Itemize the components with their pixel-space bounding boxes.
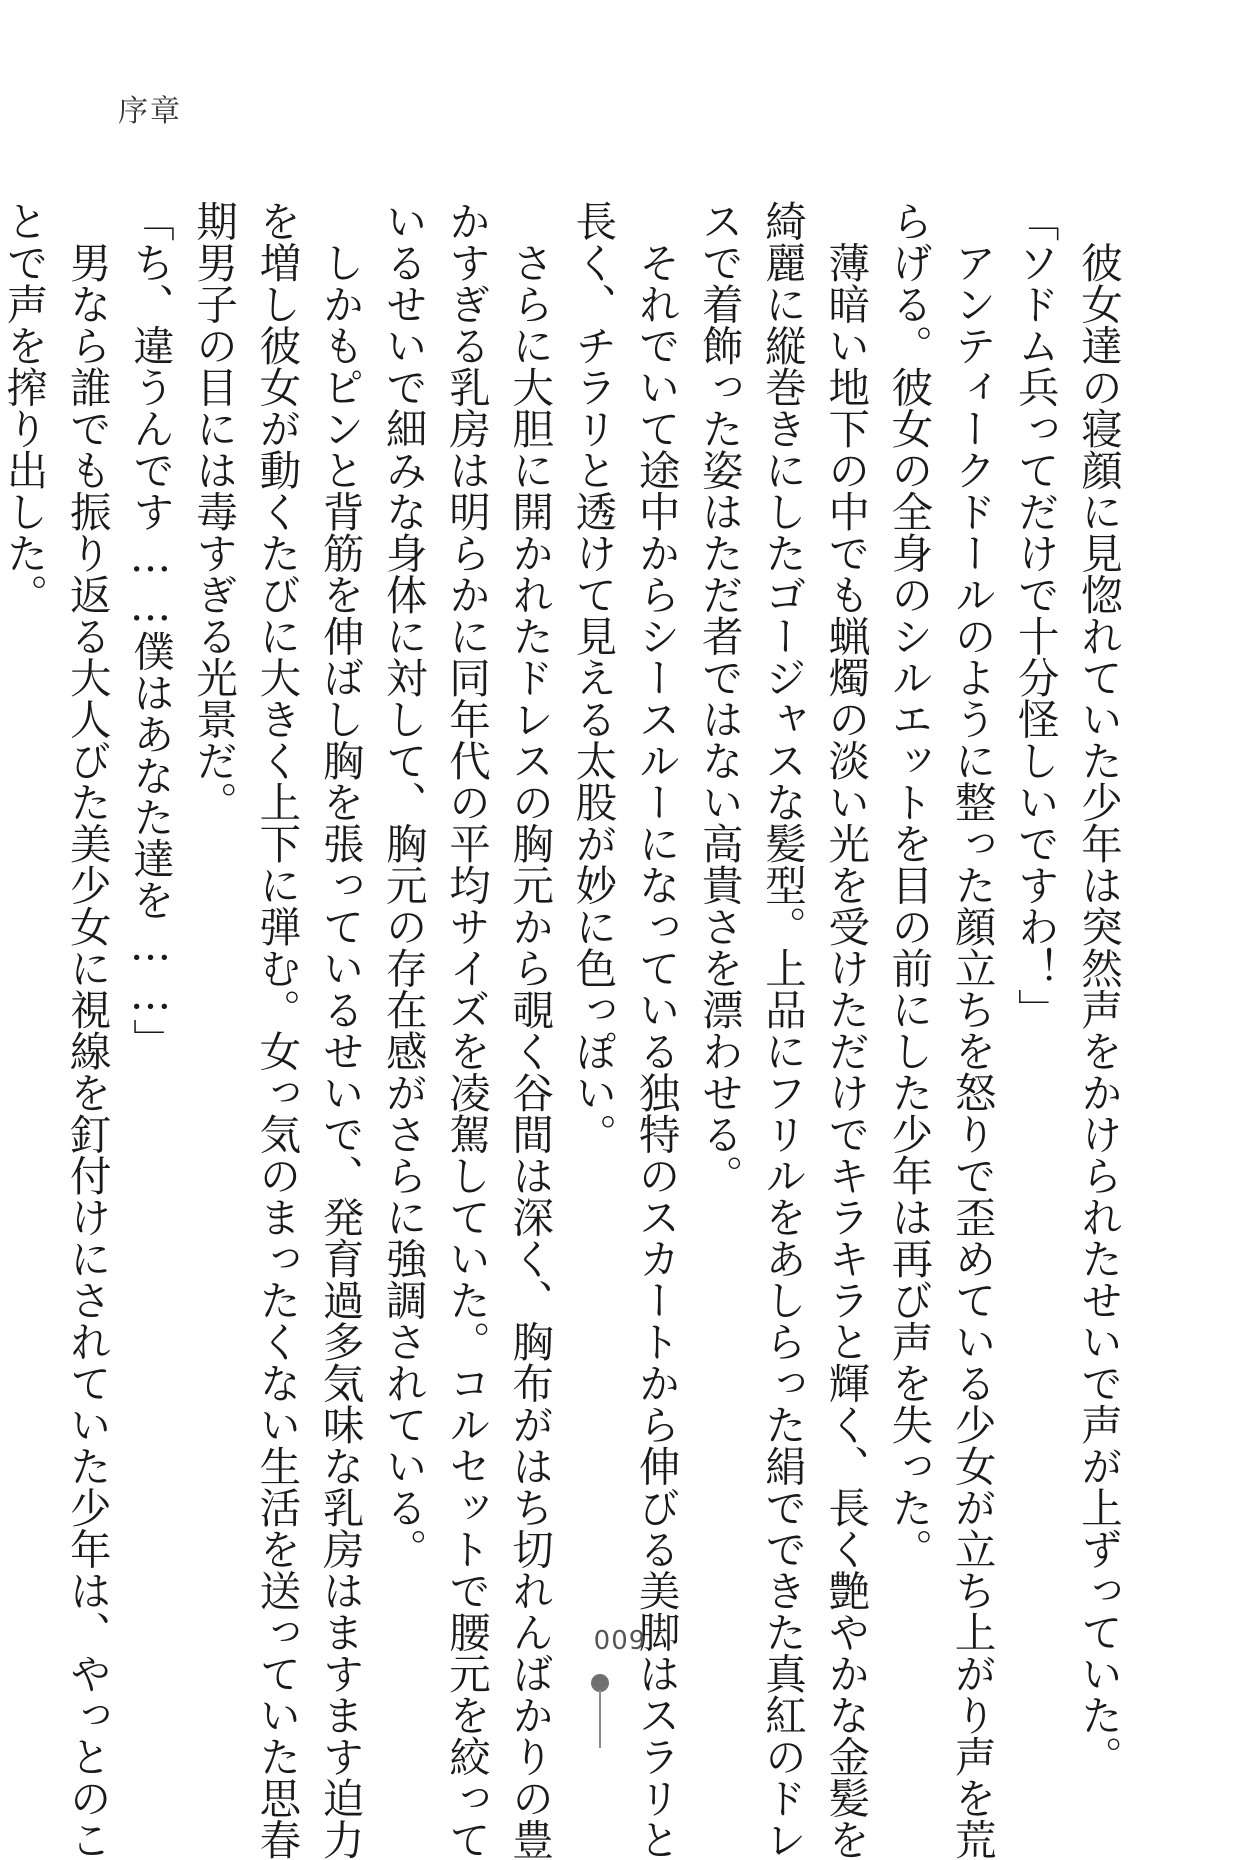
text-line: とで声を搾り出した。 (0, 200, 49, 615)
chapter-title: 序章 (118, 94, 182, 129)
text-line: アンティークドールのように整った顔立ちを怒りで歪めている少女が立ち上がり声を荒 (947, 200, 997, 1860)
text-line: を増し彼女が動くたびに大きく上下に弾む。女っ気のまったくない生活を送っていた思春 (252, 200, 302, 1860)
text-line: それでいて途中からシースルーになっている独特のスカートから伸びる美脚はスラリと (631, 200, 681, 1860)
page-marker-line (599, 1690, 601, 1748)
text-line: かすぎる乳房は明らかに同年代の平均サイズを凌駕していた。コルセットで腰元を絞って (441, 200, 491, 1860)
text-line: らげる。彼女の全身のシルエットを目の前にした少年は再び声を失った。 (884, 200, 934, 1570)
text-line: 期男子の目には毒すぎる光景だ。 (189, 200, 239, 823)
text-line: 長く、チラリと透けて見える太股が妙に色っぽい。 (568, 200, 618, 1155)
text-line: 「ち、違うんです……僕はあなた達を……」 (125, 200, 175, 1060)
text-line: さらに大胆に開かれたドレスの胸元から覗く谷間は深く、胸布がはち切れんばかりの豊 (505, 200, 555, 1860)
text-line: 彼女達の寝顔に見惚れていた少年は突然声をかけられたせいで声が上ずっていた。 (1074, 200, 1123, 1777)
text-line: スで着飾った姿はただ者ではない高貴さを漂わせる。 (694, 200, 744, 1196)
text-line: いるせいで細みな身体に対して、胸元の存在感がさらに強調されている。 (378, 200, 428, 1570)
text-line: 薄暗い地下の中でも蝋燭の淡い光を受けただけでキラキラと輝く、長く艶やかな金髪を (821, 200, 871, 1860)
text-line: 男なら誰でも振り返る大人びた美少女に視線を釘付けにされていた少年は、やっとのこ (62, 200, 112, 1860)
page-number: 009 (593, 1626, 647, 1656)
text-line: 綺麗に縦巻きにしたゴージャスな髪型。上品にフリルをあしらった絹でできた真紅のドレ (757, 200, 807, 1860)
text-line: しかもピンと背筋を伸ばし胸を張っているせいで、発育過多気味な乳房はますます迫力 (315, 200, 365, 1860)
text-line: 「ソドム兵ってだけで十分怪しいですわ！」 (1010, 200, 1060, 1030)
